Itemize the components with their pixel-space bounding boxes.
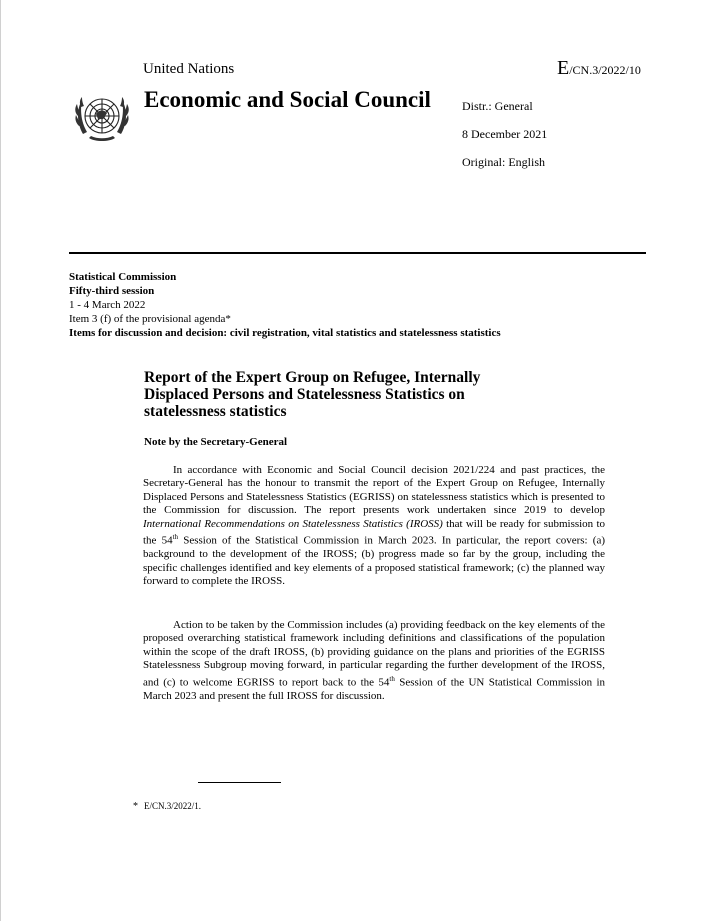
symbol-prefix: E xyxy=(557,57,570,79)
distribution: Distr.: General xyxy=(462,99,533,113)
p2-superscript: th xyxy=(389,674,395,683)
p1-italic-title: International Recommendations on Statelessness Statistics (IROSS) xyxy=(143,517,443,530)
session-name: Fifty-third session xyxy=(69,285,155,297)
org-name: United Nations xyxy=(143,61,235,77)
footnote-rule xyxy=(198,782,281,783)
note-heading: Note by the Secretary-General xyxy=(144,436,288,448)
p2-text-b: Session of the UN Statistical Commission in March 2023 and present the full IROSS for discussion. xyxy=(143,676,605,702)
session-info xyxy=(69,270,669,340)
header-rule xyxy=(69,252,646,254)
items-line: Items for discussion and decision: civil registration, vital statistics and statelessness statistics xyxy=(69,327,501,339)
p1-text-c: Session of the Statistical Commission in March 2023. In particular, the report covers: (a) background to the development of the IROSS; (b) progress made so far by the group, including the specific challenges identified and key elements of a proposed statistical framework; (c) the planned way forward to complete the IROSS. xyxy=(143,534,605,587)
symbol-rest: /CN.3/2022/10 xyxy=(569,63,641,77)
paragraph-1 xyxy=(143,464,605,588)
p2-text-a: Action to be taken by the Commission includes (a) providing feedback on the key elements of the proposed overarching statistical framework including definitions and classifications of the population within the scope of the draft IROSS, (b) providing guidance on the plans and priorities of the EGRISS Statelessness Subgroup moving forward, in particular regarding the further development of the IROSS, and (c) to welcome EGRISS to report back to the 54 xyxy=(143,619,605,689)
p1-text-b: that will be ready for submission to the 54 xyxy=(143,517,606,547)
issue-date: 8 December 2021 xyxy=(462,127,548,141)
footnote-mark: * xyxy=(133,801,138,812)
page-edge xyxy=(0,0,1,921)
p1-superscript: th xyxy=(172,533,179,542)
un-emblem-icon xyxy=(71,90,133,146)
document-symbol xyxy=(557,57,641,80)
session-dates: 1 - 4 March 2022 xyxy=(69,299,146,311)
report-title: Report of the Expert Group on Refugee, Internally Displaced Persons and Statelessness Statistics on statelessness statistics xyxy=(144,369,481,420)
footnote-text: E/CN.3/2022/1. xyxy=(144,801,202,811)
agenda-item: Item 3 (f) of the provisional agenda* xyxy=(69,313,231,325)
paragraph-2 xyxy=(143,619,605,703)
commission-name: Statistical Commission xyxy=(69,271,177,283)
footnote xyxy=(133,801,201,812)
p1-text-a: In accordance with Economic and Social Council decision 2021/224 and past practices, the Secretary-General has the honour to transmit the report of the Expert Group on Refugee, Internally Displaced Persons and Statelessness Statistics (EGRISS) on statelessness statistics which is presented to the Commission for discussion. The report presents work undertaken since 2019 to develop xyxy=(143,464,605,517)
original-language: Original: English xyxy=(462,155,545,169)
council-name: Economic and Social Council xyxy=(144,87,431,112)
